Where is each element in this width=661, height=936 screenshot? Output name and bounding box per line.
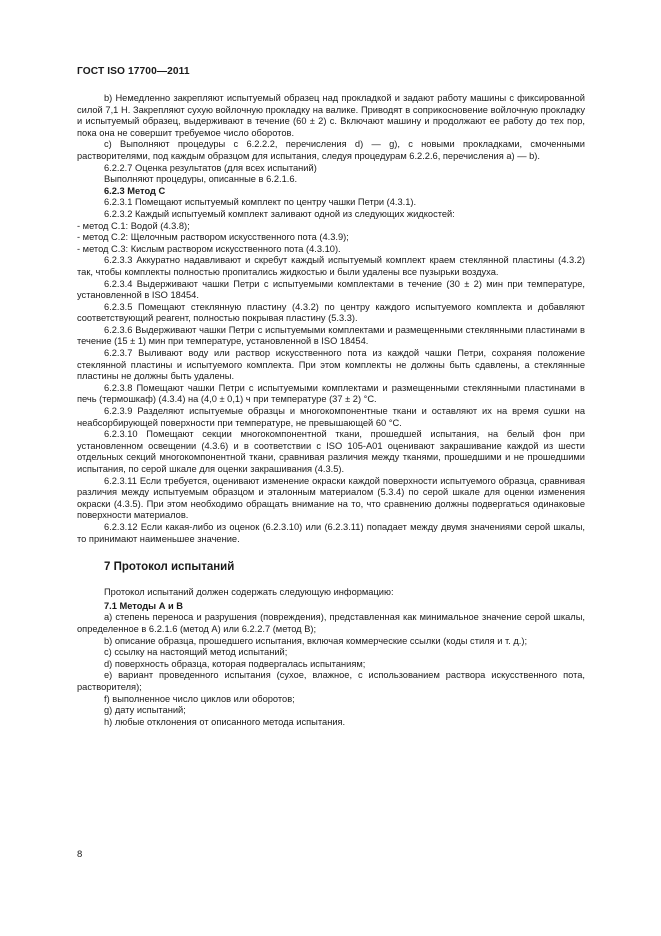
paragraph: Протокол испытаний должен содержать следующую информацию: bbox=[104, 587, 394, 598]
paragraph: 6.2.3.5 Помещают стеклянную пластину (4.3.2) по центру каждого испытуемого комплекта и добавляют соответствующий реагент, полностью покрывая пластину (5.3.3). bbox=[77, 301, 585, 324]
paragraph: - метод C.3: Кислым раствором искусственного пота (4.3.10). bbox=[77, 243, 341, 254]
paragraph: a) степень переноса и разрушения (повреждения), представленная как минимальное значение серой шкалы, определенное в 6.2.1.6 (метод А) или 6.2.2.7 (метод В); bbox=[77, 612, 585, 634]
page-header: ГОСТ ISO 17700—2011 bbox=[77, 66, 190, 77]
paragraph: Выполняют процедуры, описанные в 6.2.1.6. bbox=[104, 174, 298, 185]
paragraph: 6.2.3.4 Выдерживают чашки Петри с испытуемыми комплектами в течение (30 ± 2) мин при температуре, установленной в ISO 18454. bbox=[77, 278, 585, 301]
paragraph: 6.2.3.3 Аккуратно надавливают и скребут каждый испытуемый комплект краем стеклянной пластины (4.3.2) так, чтобы комплекты полностью пропитались жидкостью и были удалены все пузырьки воздуха. bbox=[77, 255, 585, 277]
paragraph: b) Немедленно закрепляют испытуемый образец над прокладкой и задают работу машины с фиксированной силой 7,1 Н. Закрепляют сухую войлочную прокладку на валике. Приводят в соприкосновение войлочную прокладку и испытуемый образец, выдерживают в течение (60 ± 2) с. Включают машину и продолжают ее работу до тех пор, пока она не совершит требуемое число оборотов. bbox=[77, 93, 585, 138]
paragraph: 6.2.3.1 Помещают испытуемый комплект по центру чашки Петри (4.3.1). bbox=[104, 197, 417, 208]
paragraph: - метод C.1: Водой (4.3.8); bbox=[77, 220, 190, 231]
paragraph: - метод C.2: Щелочным раствором искусственного пота (4.3.9); bbox=[77, 232, 349, 243]
paragraph: f) выполненное число циклов или оборотов; bbox=[104, 693, 295, 704]
paragraph: 6.2.3.7 Выливают воду или раствор искусственного пота из каждой чашки Петри, сохраняя положение стеклянной пластины и испытуемого комплекта. При этом комплекты не должны быть сдавлены, а стеклянные пластины не должны быть удалены. bbox=[77, 348, 585, 382]
paragraph: 6.2.3.11 Если требуется, оценивают изменение окраски каждой поверхности испытуемого образца, сравнивая различия между испытуемым образцом и эталонным материалом (5.3.4) по серой шкале для оценки изменения окраски (4.3.5). При этом необходимо обращать внимание на то, что сравнению должны подвергаться одинаковые поверхности материалов. bbox=[77, 475, 585, 521]
paragraph: 6.2.2.7 Оценка результатов (для всех испытаний) bbox=[104, 162, 317, 173]
page-number: 8 bbox=[77, 849, 83, 860]
paragraph: 6.2.3.10 Помещают секции многокомпонентной ткани, прошедшей испытания, на белый фон при установленном освещении (4.3.6) и в соответствии с ISO 105-A01 оценивают закрашивание каждой из шести отдельных секций многокомпонентной ткани, сравнивая различия между тканями, прошедшими и не прошедшими испытания, по серой шкале для оценки закрашивания (4.3.5). bbox=[77, 429, 585, 474]
paragraph: d) поверхность образца, которая подвергалась испытаниям; bbox=[104, 658, 366, 669]
document-body bbox=[77, 93, 585, 728]
paragraph: g) дату испытаний; bbox=[104, 705, 186, 716]
paragraph: 6.2.3.6 Выдерживают чашки Петри с испытуемыми комплектами и размещенными стеклянными пластинами в течение (15 ± 1) мин при температуре, установленной в ISO 18454. bbox=[77, 324, 585, 347]
paragraph: 7.1 Методы А и В bbox=[104, 600, 184, 611]
paragraph: h) любые отклонения от описанного метода испытания. bbox=[104, 716, 346, 727]
section-heading: 7 Протокол испытаний bbox=[104, 561, 235, 574]
paragraph: c) Выполняют процедуры с 6.2.2.2, перечисления d) — g), с новыми прокладками, смоченными растворителями, под каждым образцом для испытания, следуя процедурам 6.2.2.6, перечисления a) — b). bbox=[77, 139, 585, 161]
paragraph: 6.2.3.12 Если какая-либо из оценок (6.2.3.10) или (6.2.3.11) попадает между двумя значениями серой шкалы, то принимают наименьшее значение. bbox=[77, 521, 585, 544]
paragraph: b) описание образца, прошедшего испытания, включая коммерческие ссылки (коды стиля и т. д.); bbox=[104, 635, 528, 646]
paragraph: 6.2.3 Метод С bbox=[104, 185, 166, 196]
paragraph: 6.2.3.9 Разделяют испытуемые образцы и многокомпонентные ткани и оставляют их на время сушки на неабсорбирующей поверхности при температуре, не превышающей 60 °С. bbox=[77, 406, 585, 428]
paragraph: 6.2.3.8 Помещают чашки Петри с испытуемыми комплектами и размещенными стеклянными пластинами в печь (термошкаф) (4.3.4) на (4,0 ± 0,1) ч при температуре (37 ± 2) °С. bbox=[77, 382, 585, 405]
paragraph: c) ссылку на настоящий метод испытаний; bbox=[104, 647, 288, 658]
paragraph: e) вариант проведенного испытания (сухое, влажное, с использованием раствора искусственного пота, растворителя); bbox=[77, 670, 585, 692]
paragraph: 6.2.3.2 Каждый испытуемый комплект заливают одной из следующих жидкостей: bbox=[104, 208, 455, 219]
